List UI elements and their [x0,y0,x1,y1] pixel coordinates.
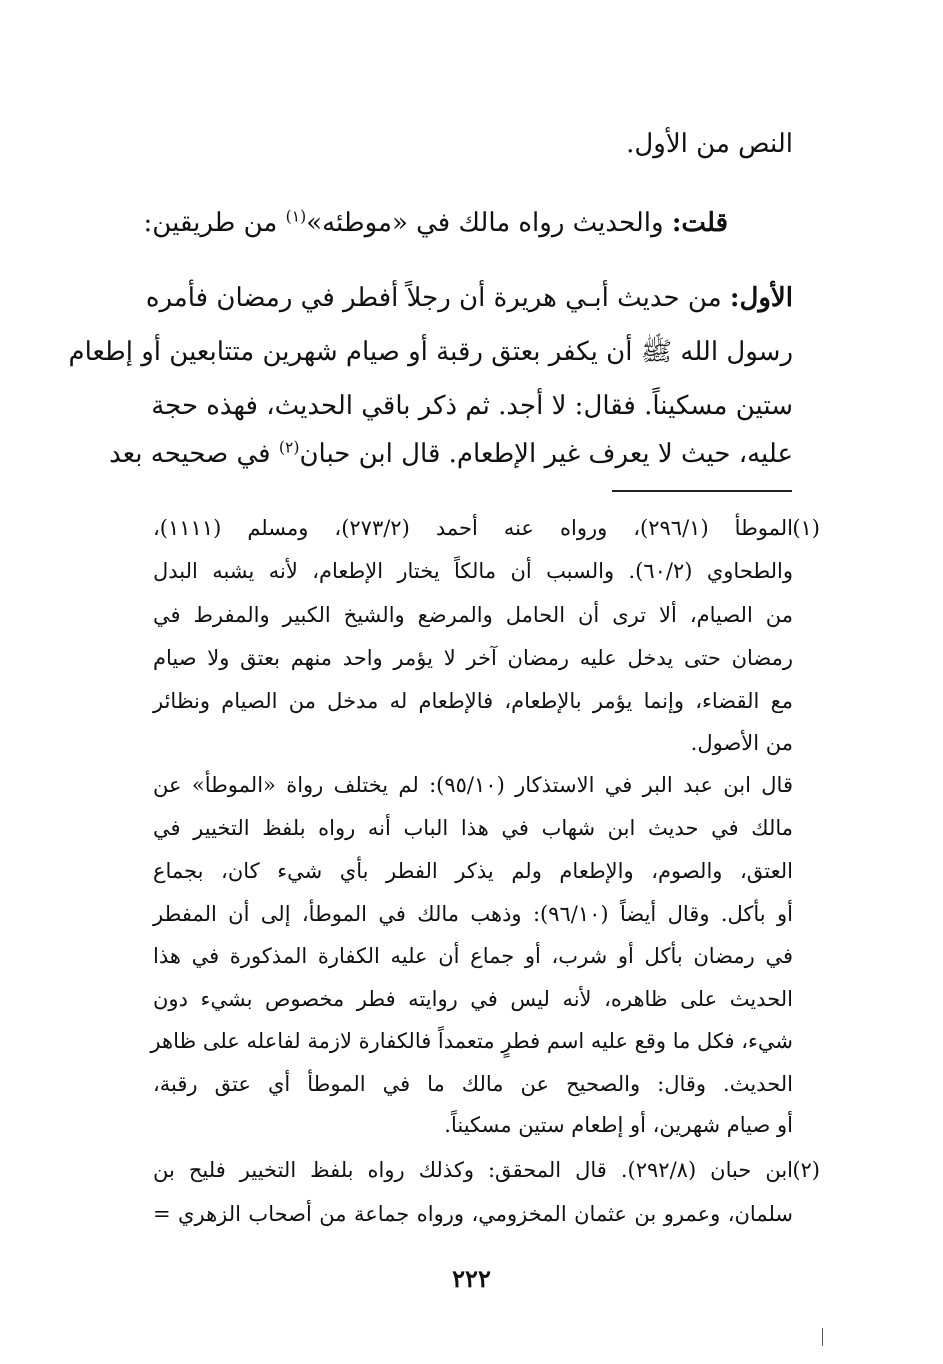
text-segment: عليه، حيث لا يعرف غير الإطعام. قال ابن حبان [299,439,793,469]
footnote-line: من الأصول. [690,731,793,755]
main-text-line: ستين مسكيناً. فقال: لا أجد. ثم ذكر باقي الحديث، فهذه حجة [151,391,793,421]
footnote-line: مالك في حديث ابن شهاب في هذا الباب أنه رواه بلفظ التخيير في [153,816,793,840]
footnote-line: العتق، والصوم، والإطعام ولم يذكر الفطر بأي شيء كان، بجماع [153,859,793,883]
main-text-line [109,438,793,469]
text-segment: من طريقين: [143,208,278,238]
footnote-line: الموطأ (٢٩٦/١)، ورواه عنه أحمد (٢٧٣/٢)، ومسلم (١١١١)، [153,516,794,540]
footnote-line: من الصيام، ألا ترى أن الحامل والمرضع والشيخ الكبير والمفرط في [153,603,793,627]
footnote-line: رمضان حتى يدخل عليه رمضان آخر لا يؤمر واحد منهم بعتق ولا صيام [153,646,793,670]
footnote-ref-1: (١) [285,207,307,226]
footnote-ref-2: (٢) [278,438,300,457]
footnote-number-1: (١) [792,516,820,540]
footnote-line: قال ابن عبد البر في الاستذكار (٩٥/١٠): لم يختلف رواة «الموطأ» عن [153,773,793,797]
text-segment: في صحيحه بعد [109,439,271,469]
footnote-number-2: (٢) [792,1158,820,1182]
footnote-line: والطحاوي (٦٠/٢). والسبب أن مالكاً يختار الإطعام، لأنه يشبه البدل [153,559,793,583]
scan-mark [822,1328,823,1346]
label-first: الأول: [729,283,793,313]
page-number: ٢٢٢ [452,1264,491,1293]
footnote-line: مع القضاء، وإنما يؤمر بالإطعام، فالإطعام له مدخل من الصيام ونظائر [153,689,793,713]
footnote-line: أو صيام شهرين، أو إطعام ستين مسكيناً. [444,1113,793,1137]
footnote-line: الحديث. وقال: والصحيح عن مالك ما في الموطأ أي عتق رقبة، [153,1072,793,1096]
text-segment: والحديث رواه مالك في «موطئه» [306,208,664,238]
main-text-line [145,283,793,313]
main-text-line [143,207,728,238]
label-qultu: قلت: [671,208,728,238]
footnote-line: ابن حبان (٢٩٢/٨). قال المحقق: وكذلك رواه بلفظ التخيير فليح بن [153,1158,794,1182]
footnote-divider [612,490,792,492]
main-text-line: رسول الله ﷺ أن يكفر بعتق رقبة أو صيام شهرين متتابعين أو إطعام [68,337,793,367]
footnote-line: في رمضان بأكل أو شرب، أو جماع أن عليه الكفارة المذكورة في هذا [153,944,793,968]
footnote-line: شيء، فكل ما وقع عليه اسم فطرٍ متعمداً فالكفارة لازمة لفاعله على ظاهر [150,1029,793,1053]
text-segment: من حديث أبـي هريرة أن رجلاً أفطر في رمضان فأمره [145,283,722,313]
text-segment: النص من الأول. [626,129,793,159]
footnote-line: الحديث على ظاهره، لأنه ليس في روايته فطر مخصوص بشيء دون [153,987,793,1011]
footnote-line: أو بأكل. وقال أيضاً (٩٦/١٠): وذهب مالك في الموطأ، إلى أن المفطر [153,902,793,926]
footnote-line: سلمان، وعمرو بن عثمان المخزومي، ورواه جماعة من أصحاب الزهري = [153,1202,793,1226]
main-text-line [153,131,793,157]
